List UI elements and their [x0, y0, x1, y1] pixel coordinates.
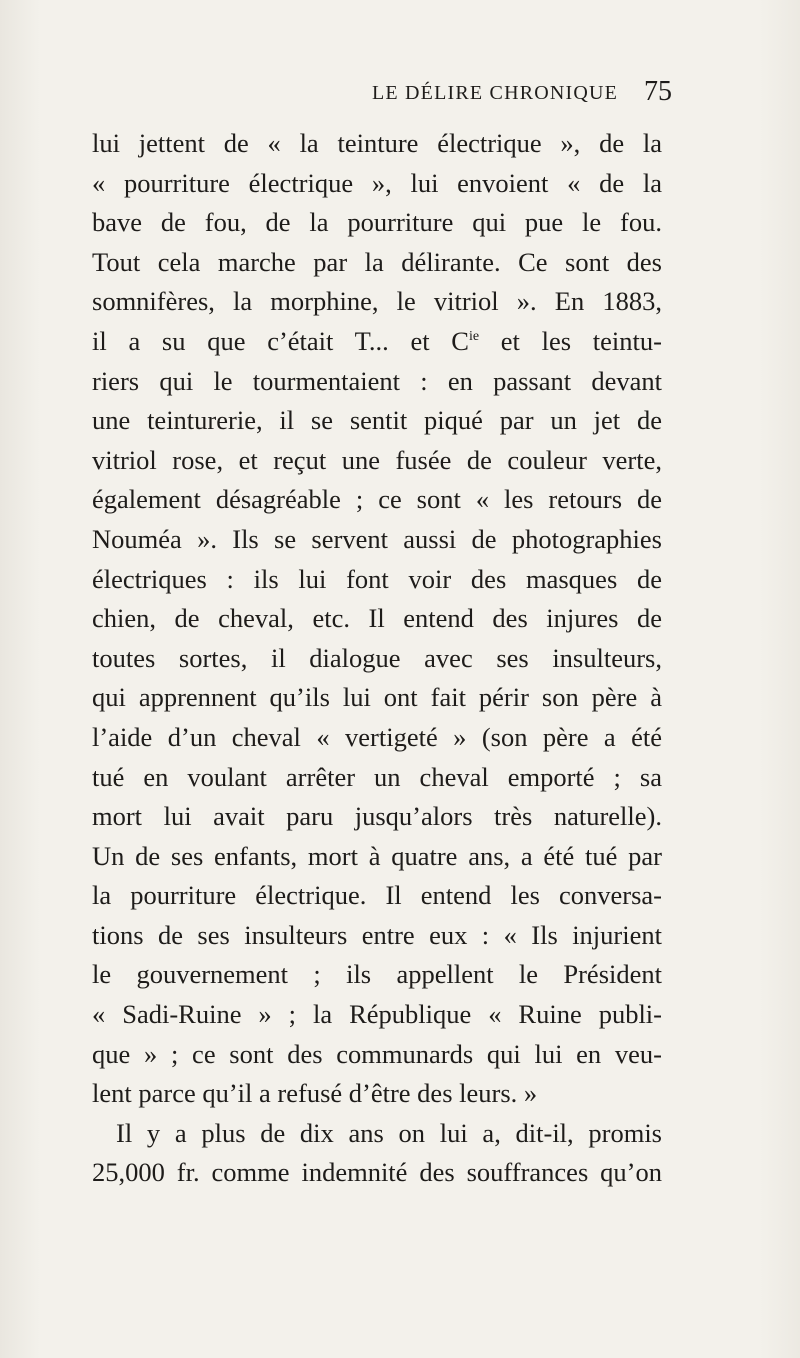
text-line: tué en voulant arrêter un cheval emporté ; sa: [92, 761, 662, 792]
text-line: chien, de cheval, etc. Il entend des injures de: [92, 603, 662, 634]
text-fragment: il a su que c’était T... et C: [92, 325, 469, 356]
text-line: 25,000 fr. comme indemnité des souffrances qu’on: [92, 1157, 662, 1188]
text-line: également désagréable ; ce sont « les retours de: [92, 484, 662, 515]
text-line: « Sadi-Ruine » ; la République « Ruine publi-: [92, 999, 662, 1030]
text-fragment: et les teintu-: [479, 325, 662, 356]
text-line: riers qui le tourmentaient : en passant devant: [92, 365, 662, 396]
text-line: toutes sortes, il dialogue avec ses insulteurs,: [92, 642, 662, 673]
text-line: que » ; ce sont des communards qui lui en veu-: [92, 1038, 662, 1069]
page-number: 75: [644, 76, 672, 107]
text-line: vitriol rose, et reçut une fusée de couleur verte,: [92, 444, 662, 475]
body-text: [92, 124, 662, 1193]
text-line: lui jettent de « la teinture électrique », de la: [92, 128, 662, 158]
text-line: Tout cela marche par la délirante. Ce sont des: [92, 246, 662, 277]
text-line: [92, 322, 662, 362]
text-line: Il y a plus de dix ans on lui a, dit-il, promis: [116, 1117, 662, 1148]
text-line: le gouvernement ; ils appellent le Président: [92, 959, 662, 990]
text-line: Un de ses enfants, mort à quatre ans, a été tué par: [92, 840, 662, 871]
text-line: lent parce qu’il a refusé d’être des leurs. »: [92, 1078, 538, 1109]
text-line: qui apprennent qu’ils lui ont fait périr son père à: [92, 682, 662, 713]
superscript: ie: [468, 328, 480, 344]
text-line: une teinturerie, il se sentit piqué par un jet de: [92, 405, 662, 436]
text-line: tions de ses insulteurs entre eux : « Ils injurient: [92, 919, 662, 950]
text-line: bave de fou, de la pourriture qui pue le fou.: [92, 207, 662, 238]
text-line: « pourriture électrique », lui envoient « de la: [92, 167, 662, 198]
page-header: [232, 78, 672, 112]
text-line: mort lui avait paru jusqu’alors très naturelle).: [92, 801, 662, 832]
text-line: électriques : ils lui font voir des masques de: [92, 563, 662, 594]
text-line: la pourriture électrique. Il entend les conversa-: [92, 880, 662, 911]
text-line: l’aide d’un cheval « vertigeté » (son père a été: [92, 721, 662, 752]
running-title: LE DÉLIRE CHRONIQUE: [372, 82, 619, 104]
text-line: somnifères, la morphine, le vitriol ». En 1883,: [92, 286, 662, 317]
text-line: Nouméa ». Ils se servent aussi de photographies: [92, 523, 662, 554]
